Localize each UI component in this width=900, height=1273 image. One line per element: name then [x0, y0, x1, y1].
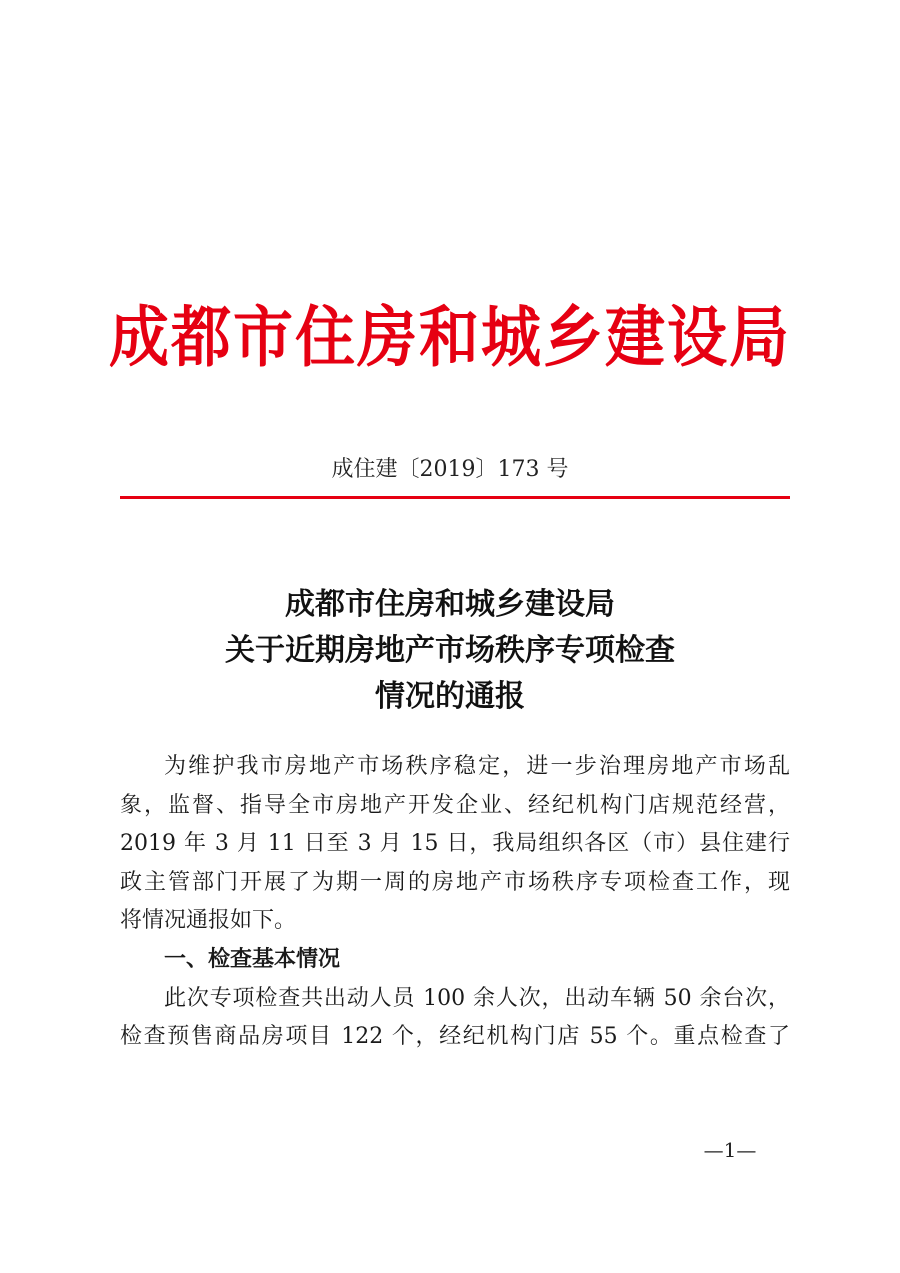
notice-title-line-2: 关于近期房地产市场秩序专项检查	[225, 633, 675, 668]
document-body	[120, 748, 790, 1057]
paragraph-1-line-4: 政主管部门开展了为期一周的房地产市场秩序专项检查工作，现	[120, 869, 790, 895]
page-number: —1—	[703, 1138, 757, 1162]
paragraph-2-line-1: 此次专项检查共出动人员 100 余人次，出动车辆 50 余台次，	[164, 985, 790, 1011]
paragraph-1-line-5: 将情况通报如下。	[120, 908, 297, 934]
paragraph-1-line-3: 2019 年 3 月 11 日至 3 月 15 日，我局组织各区（市）县住建行	[120, 831, 790, 857]
section-heading-1: 一、检查基本情况	[164, 946, 341, 972]
notice-title-line-3: 情况的通报	[375, 679, 525, 714]
paragraph-2-line-2: 检查预售商品房项目 122 个，经纪机构门店 55 个。重点检查了	[120, 1024, 790, 1050]
notice-title-line-1: 成都市住房和城乡建设局	[285, 587, 615, 622]
red-separator-line	[120, 496, 790, 499]
paragraph-1-line-1: 为维护我市房地产市场秩序稳定，进一步治理房地产市场乱	[164, 754, 790, 779]
notice-title	[0, 582, 900, 720]
paragraph-1-line-2: 象，监督、指导全市房地产开发企业、经纪机构门店规范经营，	[120, 792, 790, 818]
document-number: 成住建〔2019〕173 号	[331, 457, 569, 482]
issuer-red-header: 成都市住房和城乡建设局	[109, 299, 791, 377]
